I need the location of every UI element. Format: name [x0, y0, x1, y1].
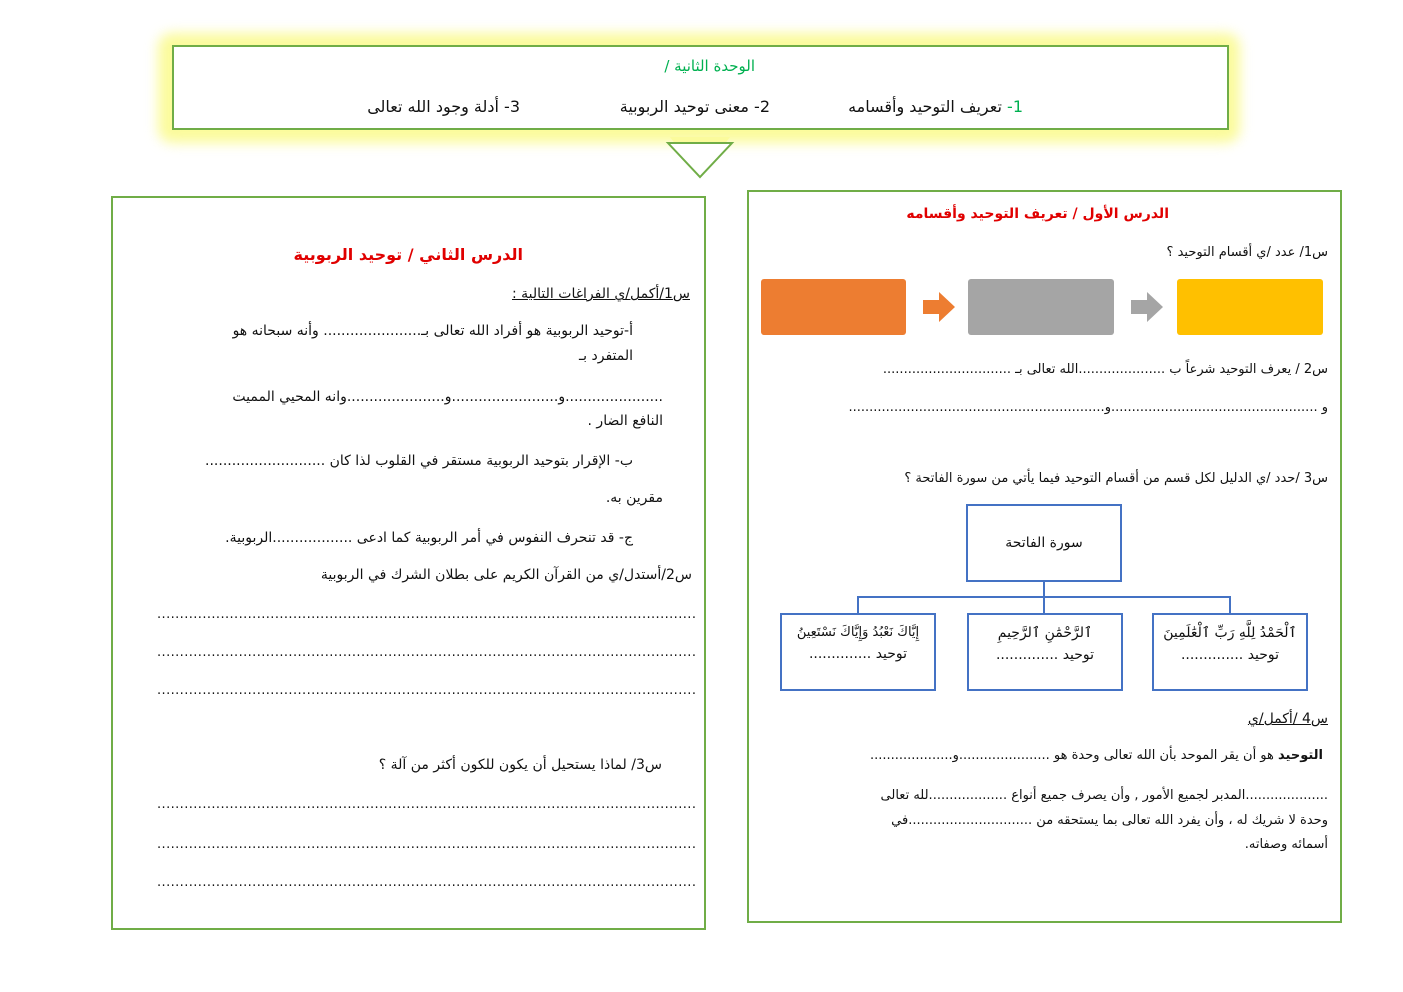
- lesson2-q3-answer-line-2[interactable]: .......................................................................................................................: [157, 837, 697, 852]
- category-box-3[interactable]: [761, 279, 906, 335]
- lesson2-a-line3: ......................و........................و......................وانه المحيي المميت: [232, 389, 663, 405]
- arrow-right-gray-icon: [1129, 290, 1165, 324]
- lesson2-a-line1: أ-توحيد الربوبية هو أفراد الله تعالى بـ...................... وأنه سبحانه هو: [232, 323, 633, 339]
- lesson1-q2-line2: و ..................................................و..............................................................: [848, 400, 1328, 415]
- tree-connector-left: [857, 596, 859, 614]
- lesson1-q4-line2: ....................المدبر لجميع الأمور , وأن يصرف جميع أنواع ...................لله تعالى: [880, 788, 1328, 803]
- lesson2-q1: س1/أكمل/ي الفراغات التالية :: [512, 286, 690, 302]
- topic-2-label: معنى توحيد الربوبية: [619, 97, 749, 116]
- tree-connector-vertical: [1043, 582, 1045, 597]
- lesson1-q2-line1: س2 / يعرف التوحيد شرعاً ب .....................الله تعالى بـ ...............................: [882, 362, 1328, 377]
- lesson2-q2: س2/أستدل/ي من القرآن الكريم على بطلان الشرك في الربوبية: [320, 567, 692, 583]
- tree-child-3-answer[interactable]: توحيد ..............: [808, 646, 908, 662]
- lesson2-q2-answer-line-3[interactable]: .......................................................................................................................: [157, 683, 697, 698]
- lesson2-title: الدرس الثاني / توحيد الربوبية: [293, 245, 523, 264]
- tawheed-bold-word: التوحيد: [1278, 748, 1323, 763]
- lesson1-q4-title: س4 /أكمل/ي: [1247, 711, 1328, 727]
- lesson1-q4-line1: [870, 748, 1323, 763]
- topic-2-number: 2-: [754, 97, 770, 116]
- tree-child-box-3: [780, 613, 936, 691]
- lesson1-q4-line4: أسمائه وصفاته.: [1244, 837, 1328, 852]
- tree-child-1-verse: ٱلْحَمْدُ لِلَّهِ رَبِّ ٱلْعَٰلَمِينَ: [1163, 625, 1297, 641]
- tree-child-box-2: [967, 613, 1123, 691]
- topic-3-number: 3-: [504, 97, 520, 116]
- lesson2-q2-answer-line-1[interactable]: .......................................................................................................................: [157, 607, 697, 622]
- topic-2: [620, 97, 770, 116]
- tree-child-2-answer[interactable]: توحيد ..............: [995, 647, 1095, 663]
- category-box-2[interactable]: [968, 279, 1114, 335]
- category-box-1[interactable]: [1177, 279, 1323, 335]
- lesson2-q3: س3/ لماذا يستحيل أن يكون للكون أكثر من آلة ؟: [378, 757, 662, 773]
- lesson1-q4-line3: وحدة لا شريك له ، وأن يفرد الله تعالى بما يستحقه من ..............................في: [891, 813, 1328, 828]
- lesson2-panel: [111, 196, 706, 930]
- topic-1: [848, 97, 1023, 116]
- tree-child-1-answer[interactable]: توحيد ..............: [1180, 647, 1280, 663]
- down-arrow-icon: [660, 125, 740, 185]
- tree-root-box: [966, 504, 1122, 582]
- unit-title: الوحدة الثانية /: [664, 57, 755, 75]
- lesson2-a-line4: النافع الضار .: [587, 413, 663, 429]
- tree-child-2-verse: ٱلرَّحْمَٰنِ ٱلرَّحِيمِ: [997, 625, 1093, 641]
- topic-1-number: 1-: [1007, 97, 1023, 116]
- lesson1-title: الدرس الأول / تعريف التوحيد وأقسامه: [906, 206, 1169, 222]
- topic-1-label: تعريف التوحيد وأقسامه: [848, 97, 1002, 116]
- tree-child-box-1: [1152, 613, 1308, 691]
- lesson2-a-line2: المتفرد بـ: [579, 348, 633, 364]
- lesson2-c-line1: ج- قد تنحرف النفوس في أمر الربوبية كما ادعى ..................الربوبية.: [225, 530, 633, 546]
- tree-child-3-verse: إِيَّاكَ نَعْبُدُ وَإِيَّاكَ نَسْتَعِينُ: [796, 625, 920, 640]
- tree-connector-middle: [1043, 596, 1045, 614]
- lesson1-q4-line1-rest: هو أن يقر الموحد بأن الله تعالى وحدة هو ......................و....................: [869, 748, 1279, 763]
- topic-3: [367, 97, 520, 116]
- lesson1-q3: س3 /حدد /ي الدليل لكل قسم من أقسام التوحيد فيما يأتي من سورة الفاتحة ؟: [904, 471, 1328, 486]
- lesson1-q1: س1/ عدد /ي أقسام التوحيد ؟: [1166, 245, 1328, 260]
- tree-root-label: سورة الفاتحة: [1005, 535, 1083, 551]
- arrow-right-orange-icon: [921, 290, 957, 324]
- lesson2-b-line2: مقرين به.: [605, 490, 663, 506]
- lesson2-b-line1: ب- الإقرار بتوحيد الربوبية مستقر في القلوب لذا كان ...........................: [205, 453, 633, 469]
- tree-connector-right: [1229, 596, 1231, 614]
- lesson2-q2-answer-line-2[interactable]: .......................................................................................................................: [157, 645, 697, 660]
- topic-3-label: أدلة وجود الله تعالى: [367, 97, 499, 116]
- lesson2-q3-answer-line-3[interactable]: .......................................................................................................................: [157, 875, 697, 890]
- lesson2-q3-answer-line-1[interactable]: .......................................................................................................................: [157, 797, 697, 812]
